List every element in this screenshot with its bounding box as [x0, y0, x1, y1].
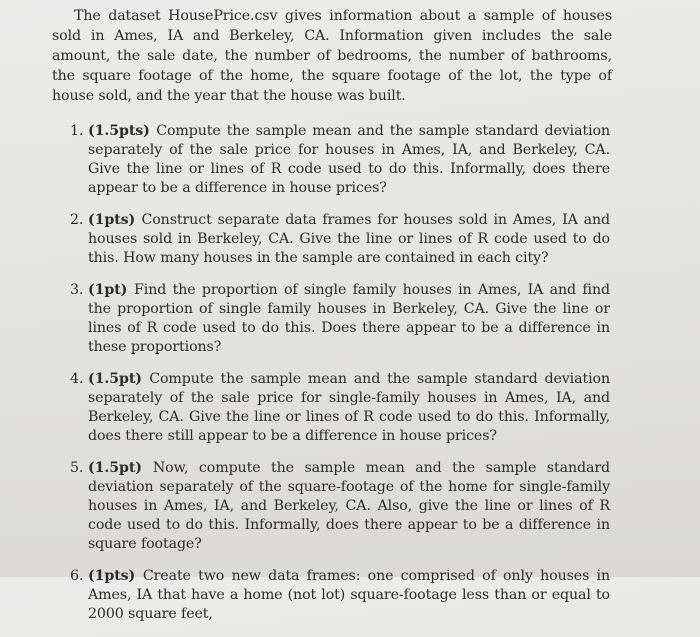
question-points: (1.5pt) — [88, 460, 153, 476]
question-points: (1pt) — [88, 282, 135, 298]
question-number: 3. — [70, 282, 84, 298]
question-item — [70, 281, 610, 357]
question-points: (1pts) — [88, 212, 142, 228]
question-text: Construct separate data frames for houses sold in Ames, IA and houses sold in Berkeley, CA. Give the line or lines of R code used to do this. How many houses in the sample are contained in each city? — [88, 212, 610, 266]
question-points: (1.5pt) — [88, 371, 150, 387]
question-list — [70, 122, 610, 637]
question-item — [70, 370, 610, 446]
question-text: Create two new data frames: one comprised of only houses in Ames, IA that have a home (not lot) square-footage less than or equal to 2000 square feet, — [88, 568, 610, 622]
question-item — [70, 567, 610, 624]
question-text: Compute the sample mean and the sample standard deviation separately of the sale price for houses in Ames, IA, and Berkeley, CA. Give the line or lines of R code used to do this. Informally, does there appear to be a difference in house prices? — [88, 123, 610, 196]
question-number: 4. — [70, 371, 84, 387]
assignment-text — [52, 6, 612, 622]
question-item — [70, 211, 610, 268]
question-item — [70, 122, 610, 198]
intro-paragraph: The dataset HousePrice.csv gives information about a sample of houses sold in Ames, IA and Berkeley, CA. Information given includes the sale amount, the sale date, the number of bedrooms, the number of bathrooms, the square footage of the home, the square footage of the lot, the type of house sold, and the year that the house was built. — [52, 8, 612, 104]
question-item — [70, 459, 610, 554]
question-number: 6. — [70, 568, 84, 584]
question-points: (1pts) — [88, 568, 143, 584]
question-points: (1.5pts) — [88, 123, 157, 139]
question-number: 2. — [70, 212, 84, 228]
question-number: 5. — [70, 460, 84, 476]
question-text: Compute the sample mean and the sample standard deviation separately of the sale price for single-family houses in Ames, IA, and Berkeley, CA. Give the line or lines of R code used to do this. Informally, does there still appear to be a difference in house prices? — [88, 371, 610, 444]
question-text: Now, compute the sample mean and the sample standard deviation separately of the square-footage of the home for single-family houses in Ames, IA, and Berkeley, CA. Also, give the line or lines of R code used to do this. Informally, does there appear to be a difference in square footage? — [88, 460, 610, 552]
question-number: 1. — [70, 123, 84, 139]
question-text: Find the proportion of single family houses in Ames, IA and find the proportion of single family houses in Berkeley, CA. Give the line or lines of R code used to do this. Does there appear to be a difference in these proportions? — [88, 282, 610, 355]
